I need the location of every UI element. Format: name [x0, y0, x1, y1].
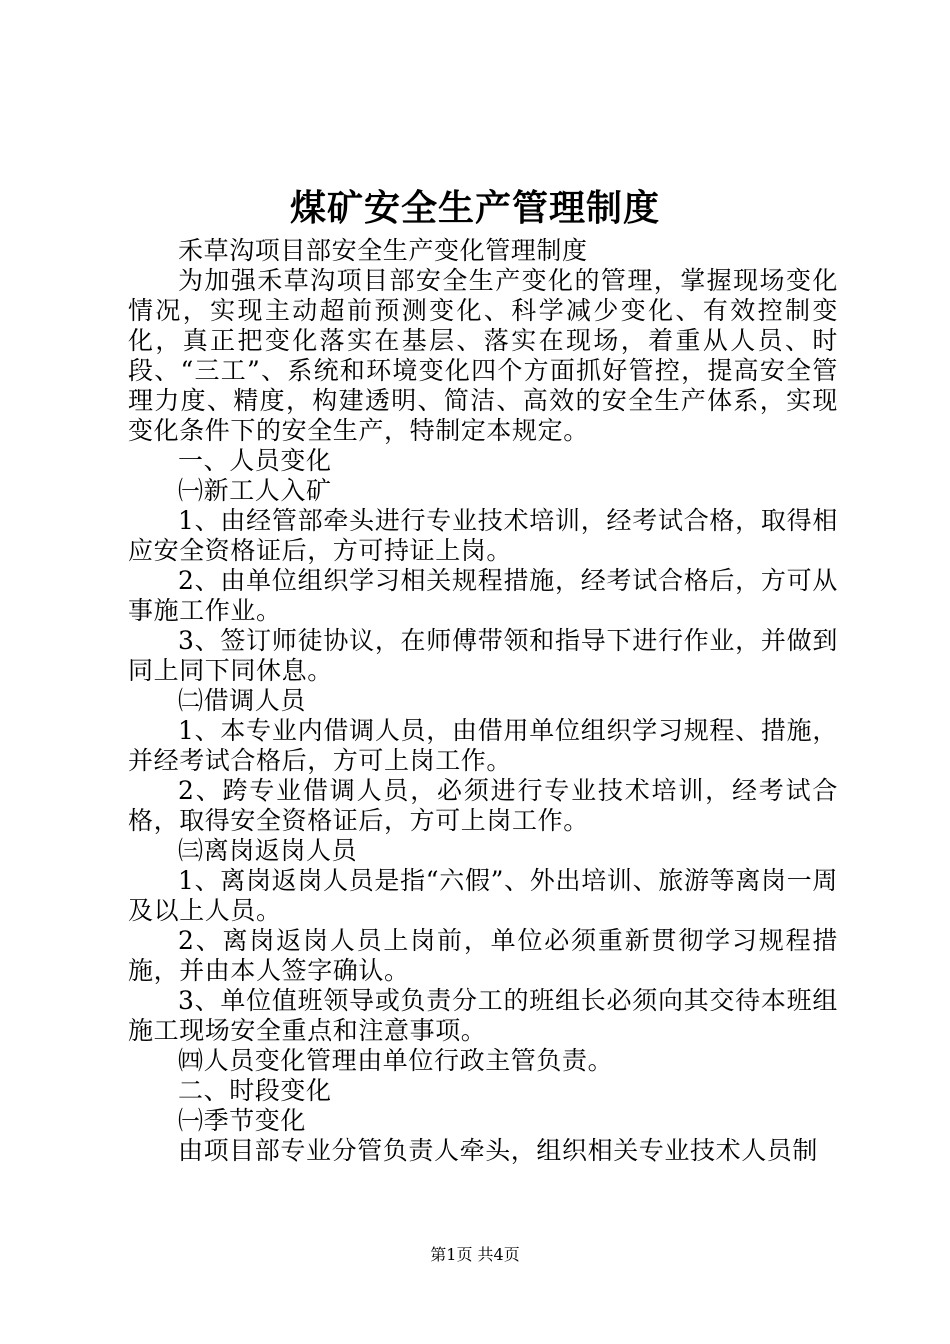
- subsection-heading: ㈠季节变化: [178, 1106, 307, 1135]
- paragraph: 禾草沟项目部安全生产变化管理制度: [178, 236, 588, 265]
- subsection-heading: ㈠新工人入矿: [178, 476, 332, 505]
- document-body: [128, 236, 838, 1166]
- paragraph: 3、签订师徒协议，在师傅带领和指导下进行作业，并做到同上同下同休息。: [128, 626, 838, 685]
- document-title: 煤矿安全生产管理制度: [289, 187, 660, 229]
- paragraph: 2、跨专业借调人员，必须进行专业技术培训，经考试合格，取得安全资格证后，方可上岗工作。: [128, 776, 838, 835]
- page-footer: 第1页 共4页: [430, 1245, 520, 1264]
- paragraph: 1、离岗返岗人员是指“六假”、外出培训、旅游等离岗一周及以上人员。: [128, 866, 838, 925]
- subsection-heading: ㈣人员变化管理由单位行政主管负责。: [178, 1046, 614, 1075]
- paragraph: 3、单位值班领导或负责分工的班组长必须向其交待本班组施工现场安全重点和注意事项。: [128, 986, 838, 1045]
- paragraph: 由项目部专业分管负责人牵头，组织相关专业技术人员制: [178, 1136, 819, 1165]
- paragraph: 1、由经管部牵头进行专业技术培训，经考试合格，取得相应安全资格证后，方可持证上岗。: [128, 506, 838, 565]
- paragraph: 1、本专业内借调人员，由借用单位组织学习规程、措施，并经考试合格后，方可上岗工作。: [128, 716, 838, 775]
- subsection-heading: ㈢离岗返岗人员: [178, 836, 358, 865]
- paragraph: 2、离岗返岗人员上岗前，单位必须重新贯彻学习规程措施，并由本人签字确认。: [128, 926, 838, 985]
- section-heading: 一、人员变化: [178, 446, 332, 475]
- subsection-heading: ㈡借调人员: [178, 686, 307, 715]
- section-heading: 二、时段变化: [178, 1076, 332, 1105]
- paragraph: 为加强禾草沟项目部安全生产变化的管理，掌握现场变化情况，实现主动超前预测变化、科学减少变化、有效控制变化，真正把变化落实在基层、落实在现场，着重从人员、时段、“三工”、系统和环境变化四个方面抓好管控，提高安全管理力度、精度，构建透明、简洁、高效的安全生产体系，实现变化条件下的安全生产，特制定本规定。: [128, 266, 838, 445]
- paragraph: 2、由单位组织学习相关规程措施，经考试合格后，方可从事施工作业。: [128, 566, 838, 625]
